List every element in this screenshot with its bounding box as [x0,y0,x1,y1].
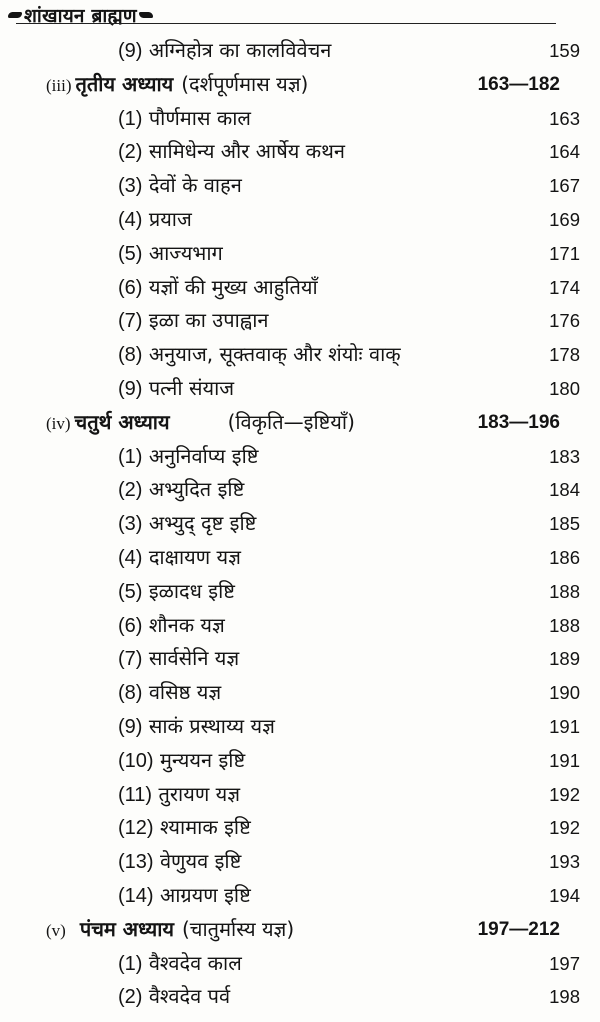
entry-number: (6) [118,276,143,299]
page-range: 197—212 [477,918,560,940]
entry-title: सार्वसेनि यज्ञ [148,646,240,671]
page-number: 180 [549,377,580,399]
left-swash-ornament-icon [8,12,22,18]
page-number: 176 [549,310,580,332]
entry-number: (4) [118,208,143,231]
page-number: 171 [549,242,580,264]
toc-entry [0,541,600,575]
page-number: 183 [549,445,580,467]
page-number: 159 [549,40,580,61]
chapter-roman-number: (v) [46,920,66,940]
toc-entry [0,473,600,507]
page-number: 185 [549,513,580,535]
toc-entry [0,203,600,237]
page-number: 192 [549,817,580,839]
entry-number: (1) [118,445,143,468]
entry-title: पत्नी संयाज [148,375,235,400]
page-range: 163—182 [477,73,560,95]
header-rule [16,23,556,24]
page-number: 184 [549,479,580,501]
page-number: 190 [549,682,580,704]
toc-entry [0,34,600,68]
entry-title: तुरायण यज्ञ [158,781,241,806]
entry-number: (14) [118,884,154,907]
entry-title: देवों के वाहन [148,173,242,198]
chapter-roman-number: (iii) [46,75,72,95]
entry-number: (12) [118,817,154,840]
toc-entry [0,372,600,406]
entry-number: (5) [118,580,143,603]
chapter-subtitle: (विकृति—इष्टियाँ) [227,409,355,434]
page-number: 198 [549,986,580,1008]
entry-title: अनुनिर्वाप्य इष्टि [148,443,259,468]
chapter-title: तृतीय अध्याय [75,71,174,96]
entry-title: वैश्वदेव काल [148,950,242,975]
chapter-roman-number: (iv) [46,413,71,433]
toc-chapter [0,406,600,440]
entry-title: यज्ञों की मुख्य आहुतियाँ [148,274,318,299]
toc-entry [0,135,600,169]
chapter-subtitle: (दर्शपूर्णमास यज्ञ) [181,71,309,96]
entry-title: प्रयाज [148,206,192,231]
page-range: 183—196 [477,411,560,433]
entry-number: (11) [118,783,153,806]
toc-entry [0,710,600,744]
page-number: 191 [549,749,580,771]
entry-title: श्यामाक इष्टि [159,815,251,840]
running-head [6,0,155,30]
entry-number: (2) [118,986,143,1009]
toc-entry [0,811,600,845]
table-of-contents [0,34,600,1014]
entry-number: (6) [118,614,143,637]
entry-number: (2) [118,479,143,502]
toc-entry [0,676,600,710]
page-number: 167 [549,175,580,197]
toc-entry [0,271,600,305]
chapter-title: पंचम अध्याय [79,916,174,941]
entry-number: (3) [118,513,143,536]
entry-number: (5) [118,242,143,265]
toc-entry [0,642,600,676]
entry-number: (4) [118,546,143,569]
entry-number: (7) [118,310,143,333]
running-head-title: शांखायन ब्राह्मण [24,5,137,27]
entry-title: इळादध इष्टि [148,578,235,603]
toc-entry [0,980,600,1014]
toc-entry [0,845,600,879]
entry-title: मुन्ययन इष्टि [159,747,246,772]
page-number: 192 [549,783,580,805]
page-number: 163 [549,107,580,129]
toc-chapter [0,68,600,102]
entry-title: आग्रयण इष्टि [159,882,251,907]
toc-entry [0,102,600,136]
entry-title: इळा का उपाह्वान [148,308,269,333]
toc-entry [0,237,600,271]
page-number: 189 [549,648,580,670]
page-number: 186 [549,546,580,568]
page-number: 188 [549,580,580,602]
entry-title: अभ्युदित इष्टि [148,477,245,502]
entry-title: शौनक यज्ञ [148,612,225,637]
toc-entry [0,778,600,812]
page-number: 174 [549,276,580,298]
entry-number: (9) [118,715,143,738]
entry-title: वैश्वदेव पर्व [148,984,231,1009]
chapter-subtitle: (चातुर्मास्य यज्ञ) [182,916,295,941]
entry-title: अनुयाज, सूक्तवाक् और शंयोः वाक् [148,342,401,367]
toc-entry [0,609,600,643]
entry-title: वसिष्ठ यज्ञ [148,680,222,705]
entry-title: आज्यभाग [148,240,223,265]
page-number: 164 [549,141,580,163]
toc-chapter [0,913,600,947]
toc-entry [0,947,600,981]
entry-number: (1) [118,952,143,975]
entry-number: (8) [118,344,143,367]
page-number: 193 [549,851,580,873]
entry-title: दाक्षायण यज्ञ [148,544,241,569]
entry-number: (7) [118,648,143,671]
toc-entry [0,575,600,609]
toc-entry [0,169,600,203]
entry-number: (3) [118,175,143,198]
page-number: 191 [549,715,580,737]
page-number: 188 [549,614,580,636]
entry-title: पौर्णमास काल [148,105,251,130]
entry-number: (1) [118,107,143,130]
toc-entry [0,744,600,778]
chapter-title: चतुर्थ अध्याय [74,409,170,434]
toc-entry [0,304,600,338]
entry-number: (8) [118,682,143,705]
entry-number: (10) [118,749,154,772]
entry-number: (13) [118,851,154,874]
toc-entry [0,879,600,913]
entry-number: (9) [118,377,143,400]
entry-title: अभ्युद् दृष्ट इष्टि [148,511,257,536]
toc-entry [0,338,600,372]
page-number: 197 [549,952,580,974]
entry-title: सामिधेन्य और आर्षेय कथन [148,139,346,164]
page-number: 194 [549,884,580,906]
entry-title: साकं प्रस्थाय्य यज्ञ [148,713,275,738]
page-number: 169 [549,208,580,230]
entry-title: अग्निहोत्र का कालविवेचन [148,38,332,62]
right-swash-ornament-icon [139,12,153,18]
page-number: 178 [549,344,580,366]
toc-entry [0,507,600,541]
toc-entry [0,440,600,474]
entry-number: (9) [118,40,143,62]
entry-title: वेणुयव इष्टि [159,849,242,874]
entry-number: (2) [118,141,143,164]
